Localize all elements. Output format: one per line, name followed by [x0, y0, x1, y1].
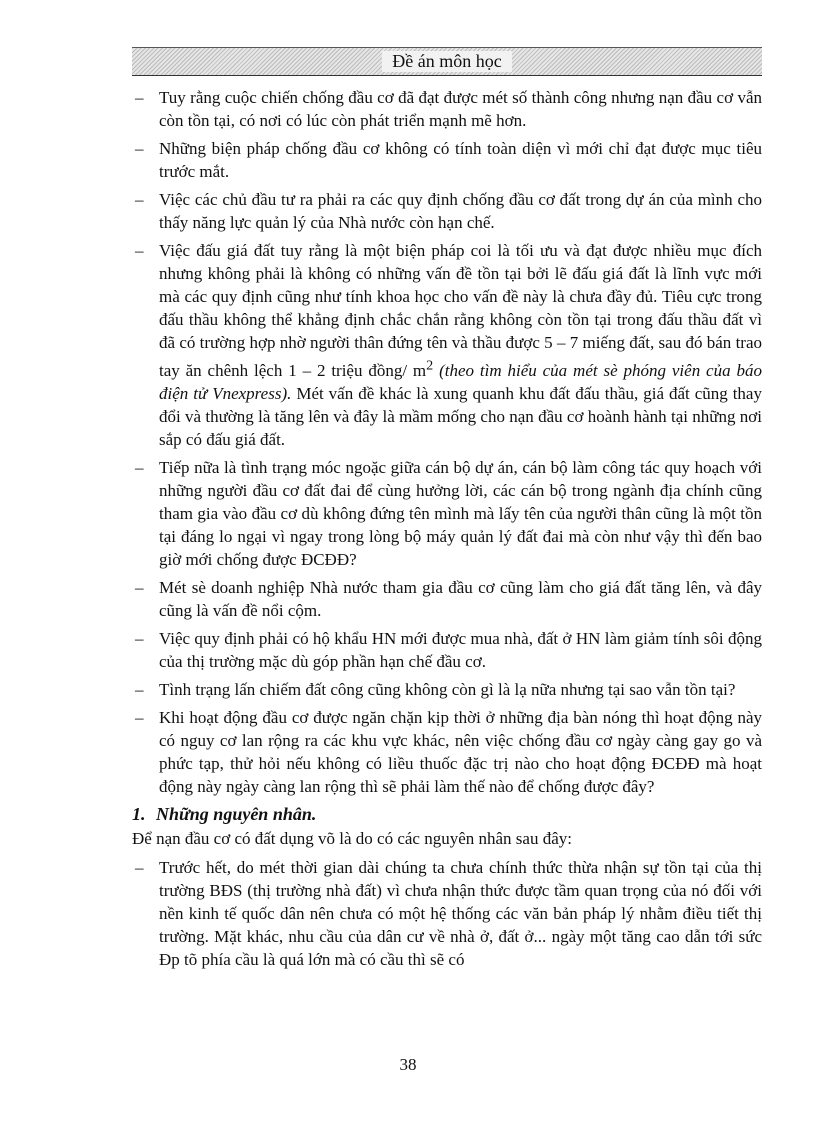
page-content [132, 86, 762, 976]
dash-bullet: – [135, 679, 144, 699]
dash-bullet: – [135, 707, 144, 727]
dash-bullet: – [135, 857, 144, 877]
list-item-text: Những biện pháp chống đầu cơ không có tính toàn diện vì mới chỉ đạt được mục tiêu trước mắt. [159, 139, 762, 181]
intro-paragraph: Để nạn đầu cơ có đất dụng võ là do có các nguyên nhân sau đây: [132, 828, 572, 848]
section-title: Những nguyên nhân. [156, 803, 317, 824]
dash-bullet: – [135, 190, 144, 209]
list-item [132, 706, 762, 798]
list-item [132, 239, 762, 451]
list-item [132, 188, 762, 234]
list-item-text: Tình trạng lấn chiếm đất công cũng không còn gì là lạ nữa nhưng tại sao vẫn tồn tại? [159, 679, 736, 699]
page-header [132, 47, 762, 76]
dash-bullet: – [135, 139, 144, 158]
list-item-text: Việc quy định phải có hộ khẩu HN mới được mua nhà, đất ở HN làm giảm tính sôi động của thị trường mặc dù góp phần hạn chế đầu cơ. [159, 628, 762, 671]
list-item-text: Việc các chủ đầu tư ra phải ra các quy định chống đầu cơ đất trong dự án của mình cho thấy năng lực quản lý của Nhà nước còn hạn chế. [159, 190, 762, 232]
list-item-text: Trước hết, do mét thời gian dài chúng ta chưa chính thức thừa nhận sự tồn tại của thị trường BĐS (thị trường nhà đất) vì chưa nhận thức được tầm quan trọng của nó đối với nền kinh tế quốc dân nên chưa có một hệ thống các văn bản pháp lý nhằm điều tiết thị trường. Mặt khác, nhu cầu của dân cư về nhà ở, đất ở... ngày một tăng cao dẫn tới sức Ðp tõ phía cầu là quá lớn mà có cầu thì sẽ có [159, 857, 762, 969]
header-title: Đề án môn học [382, 51, 511, 72]
text-run: Việc đấu giá đất tuy rằng là một biện pháp coi là tối ưu và đạt được nhiều mục đích nhưng không phải là không có những vấn đề tồn tại bởi lẽ đấu giá đất là lĩnh vực mới mà các quy định cũng như tính khoa học cho vấn đề này là chưa đầy đủ. Tiêu cực trong đấu thầu không thể khẳng định chắc chắn rằng không còn tồn tại trong đấu thầu đất vì đã có trường hợp nhờ người thân đứng tên và thầu được 5 – 7 miếng đất, sau đó bán trao tay ăn chênh lệch 1 – 2 triệu đồng/ m [159, 241, 762, 380]
list-item-text: Mét sè doanh nghiệp Nhà nước tham gia đầu cơ cũng làm cho giá đất tăng lên, và đây cũng là vấn đề nổi cộm. [159, 577, 762, 620]
page-number: 38 [399, 1055, 417, 1074]
list-item-text: Khi hoạt động đầu cơ được ngăn chặn kịp thời ở những địa bàn nóng thì hoạt động này có nguy cơ lan rộng ra các khu vực khác, nên việc chống đầu cơ ngày càng gay go và phức tạp, thử hỏi nếu không có liều thuốc đặc trị nào cho hoạt động ĐCĐĐ mà hoạt động này ngày càng lan rộng thì sẽ phải làm thế nào để chống được đây? [159, 707, 762, 796]
dash-bullet: – [135, 457, 144, 477]
text-run: Mét vấn đề khác là xung quanh khu đất đấu thầu, giá đất cũng thay đổi và thường là tăng lên và đây là mầm mống cho nạn đầu cơ hoành hành tại những nơi sắp có đấu giá đất. [159, 383, 762, 449]
list-item [132, 627, 762, 673]
list-item [132, 137, 762, 183]
list-item-text: Tiếp nữa là tình trạng móc ngoặc giữa cán bộ dự án, cán bộ làm công tác quy hoạch với những người đầu cơ đất đai để cùng hưởng lời, các cán bộ trong ngành địa chính cũng tham gia vào đầu cơ dù không đứng tên mình mà lấy tên của người thân cũng là một tồn tại đáng lo ngại vì ngay trong lòng bộ máy quản lý đất đai mà còn như vậy thì đến bao giờ mới chống được ĐCĐĐ? [159, 457, 762, 569]
list-item [132, 856, 762, 971]
dash-bullet: – [135, 577, 144, 597]
section-number: 1. [132, 803, 146, 824]
list-item [132, 456, 762, 571]
dash-bullet: – [135, 88, 144, 107]
italic-citation: (theo tìm hiểu của mét sè phóng viên của báo điện tử Vnexpress). [159, 360, 762, 403]
dash-bullet: – [135, 241, 144, 260]
list-item [132, 576, 762, 622]
superscript: 2 [426, 357, 434, 373]
section-heading [132, 803, 762, 826]
dash-bullet: – [135, 628, 144, 648]
list-item-text [159, 241, 762, 449]
list-item-text: Tuy rằng cuộc chiến chống đầu cơ đã đạt được mét số thành công nhưng nạn đầu cơ vẫn còn tồn tại, có nơi có lúc còn phát triển mạnh mẽ hơn. [159, 88, 762, 130]
list-item [132, 678, 762, 701]
list-item [132, 86, 762, 132]
